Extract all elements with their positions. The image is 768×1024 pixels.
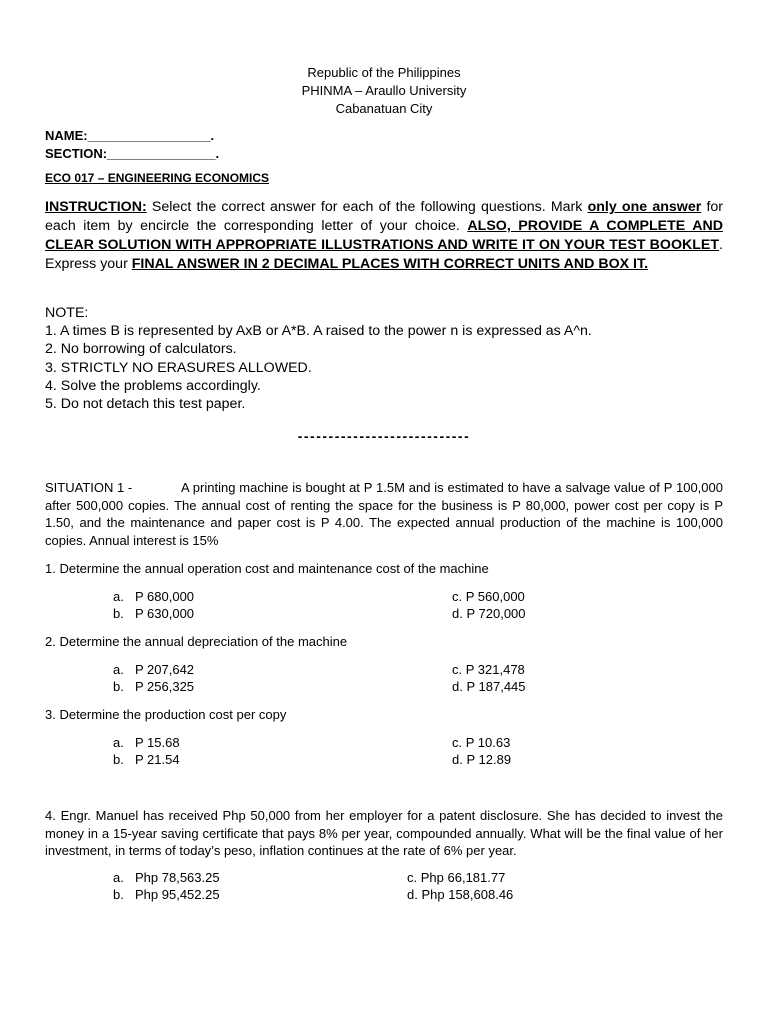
header-university: PHINMA – Araullo University — [301, 83, 467, 98]
header-city: Cabanatuan City — [335, 101, 433, 116]
note-item: 1. A times B is represented by AxB or A*B. A raised to the power n is expressed as A^n. — [45, 323, 592, 340]
instruction-text-2: for each item by encircle the corresponding letter of your choice. — [45, 199, 724, 234]
choice-text: Php 158,608.46 — [421, 887, 514, 902]
choice-2d — [452, 678, 526, 695]
situation-1-text: A printing machine is bought at P 1.5M and is estimated to have a salvage value of P 100,000 after 500,000 copies. The annual cost of renting the space for the business is P 80,000, power cost per copy is P 1.50, and the maintenance and paper cost is P 4.00. The expected annual production of the machine is 100,000 copies. Annual interest is 15% — [45, 480, 723, 548]
choice-1b — [113, 605, 194, 622]
choice-2c — [452, 661, 525, 678]
choice-letter: a. — [113, 589, 124, 604]
instruction-text-1: Select the correct answer for each of the following questions. Mark — [146, 199, 588, 215]
choice-text: P 256,325 — [135, 679, 195, 694]
instruction-text-3: . Express your — [45, 237, 723, 272]
note-item: 2. No borrowing of calculators. — [45, 341, 237, 358]
choice-letter: a. — [113, 870, 124, 885]
question-1: 1. Determine the annual operation cost and maintenance cost of the machine — [45, 561, 489, 576]
choice-text: P 15.68 — [135, 735, 180, 750]
choice-3a — [113, 734, 180, 751]
instruction-emphasis-2: ALSO, PROVIDE A COMPLETE AND CLEAR SOLUTION WITH APPROPRIATE ILLUSTRATIONS AND WRITE IT ON YOUR TEST BOOKLET — [45, 218, 723, 253]
choice-4b — [113, 886, 220, 903]
choice-4a — [113, 869, 220, 886]
choice-letter: b. — [113, 606, 124, 621]
choice-letter: c. — [452, 589, 463, 604]
choice-text: P 187,445 — [466, 679, 526, 694]
question-3: 3. Determine the production cost per copy — [45, 707, 287, 722]
choice-2b — [113, 678, 194, 695]
choice-letter: c. — [452, 735, 463, 750]
choice-4c — [407, 869, 505, 886]
choice-letter: b. — [113, 752, 124, 767]
choice-text: Php 78,563.25 — [135, 870, 220, 885]
choice-text: P 720,000 — [466, 606, 526, 621]
course-title: ECO 017 – ENGINEERING ECONOMICS — [45, 171, 270, 185]
choice-text: P 321,478 — [465, 662, 525, 677]
question-4: 4. Engr. Manuel has received Php 50,000 from her employer for a patent disclosure. She has decided to invest the money in a 15-year saving certificate that pays 8% per year, compounded annually. What will be the final value of her investment, in terms of today’s peso, inflation continues at the rate of 6% per year. — [45, 808, 723, 858]
note-item: 5. Do not detach this test paper. — [45, 396, 246, 413]
choice-letter: d. — [452, 752, 463, 767]
situation-1 — [45, 479, 723, 549]
choice-letter: b. — [113, 679, 124, 694]
choice-1d — [452, 605, 526, 622]
note-title: NOTE: — [45, 305, 89, 321]
name-field: NAME:_________________. — [45, 128, 215, 143]
choice-letter: b. — [113, 887, 124, 902]
choice-text: P 10.63 — [465, 735, 511, 750]
situation-1-label: SITUATION 1 - — [45, 480, 133, 495]
instruction-emphasis-1: only one answer — [587, 199, 702, 215]
choice-1c — [452, 588, 525, 605]
section-divider: ---------------------------- — [297, 428, 471, 444]
choice-2a — [113, 661, 194, 678]
choice-4d — [407, 886, 513, 903]
choice-text: Php 95,452.25 — [135, 887, 220, 902]
choice-3b — [113, 751, 180, 768]
choice-3d — [452, 751, 511, 768]
instruction-paragraph — [45, 198, 723, 274]
note-item: 4. Solve the problems accordingly. — [45, 377, 261, 394]
choice-text: P 207,642 — [135, 662, 195, 677]
choice-text: P 560,000 — [465, 589, 525, 604]
note-item: 3. STRICTLY NO ERASURES ALLOWED. — [45, 359, 312, 376]
choice-letter: d. — [452, 606, 463, 621]
choice-text: P 630,000 — [135, 606, 195, 621]
choice-letter: d. — [452, 679, 463, 694]
instruction-label: INSTRUCTION: — [45, 199, 147, 215]
choice-letter: c. — [452, 662, 463, 677]
question-2: 2. Determine the annual depreciation of the machine — [45, 634, 348, 649]
document-header — [0, 64, 768, 118]
choice-text: P 12.89 — [466, 752, 512, 767]
choice-letter: c. — [407, 870, 418, 885]
choice-3c — [452, 734, 510, 751]
choice-text: Php 66,181.77 — [420, 870, 506, 885]
instruction-emphasis-3: FINAL ANSWER IN 2 DECIMAL PLACES WITH CORRECT UNITS AND BOX IT. — [131, 256, 649, 272]
header-country: Republic of the Philippines — [307, 65, 461, 80]
choice-text: P 21.54 — [135, 752, 180, 767]
choice-letter: a. — [113, 662, 124, 677]
note-section — [45, 304, 592, 413]
choice-letter: d. — [407, 887, 418, 902]
choice-letter: a. — [113, 735, 124, 750]
choice-1a — [113, 588, 194, 605]
section-field: SECTION:_______________. — [45, 146, 220, 161]
choice-text: P 680,000 — [135, 589, 195, 604]
